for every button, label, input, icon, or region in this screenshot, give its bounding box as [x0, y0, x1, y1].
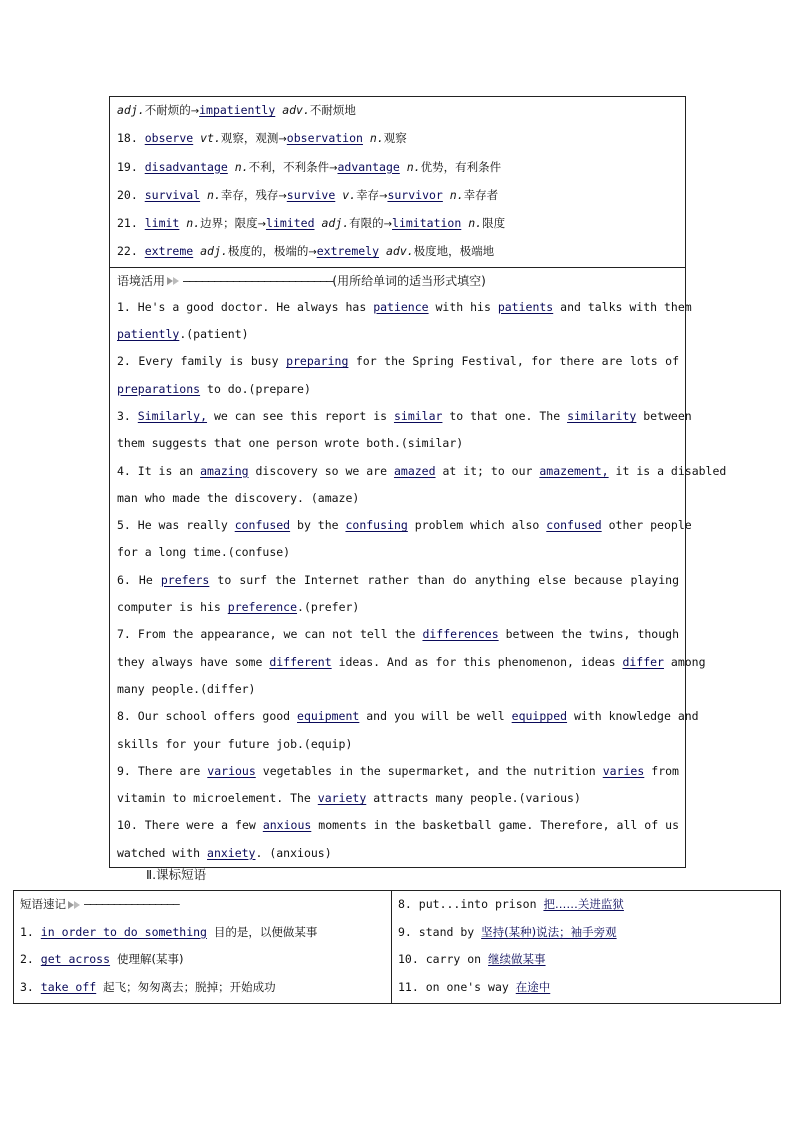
arrow-icon: →	[383, 219, 393, 231]
answer-blank: differences	[422, 627, 499, 642]
answer-word: extreme	[144, 244, 194, 259]
meaning: 幸存	[356, 187, 380, 202]
exercise-line	[117, 321, 679, 348]
phrase-item	[20, 946, 385, 974]
exercise-text: 6. He	[117, 572, 161, 587]
exercise-line	[117, 348, 679, 375]
exercise-line	[117, 594, 679, 621]
arrow-icon: →	[278, 190, 287, 202]
exercise-text: problem which also	[407, 518, 547, 533]
phrase: in order to do something	[40, 924, 207, 939]
arrow-icon: →	[190, 106, 200, 117]
phrase: get across	[40, 952, 111, 966]
meaning: 幸存者	[463, 187, 499, 202]
exercise-text: .(patient)	[179, 327, 249, 342]
exercise-text: 2. Every family is busy	[117, 354, 287, 369]
exercise-line	[117, 458, 727, 485]
exercise-text: they always have some	[117, 654, 270, 669]
exercise-text: .(prefer)	[297, 600, 360, 615]
exercise-line	[117, 567, 679, 594]
exercise-text: we can see this report is	[207, 408, 394, 423]
exercise-line	[117, 512, 692, 539]
meaning: 边界；限度	[200, 216, 258, 231]
answer-blank: variety	[317, 791, 367, 806]
item-number: 8.	[398, 897, 412, 911]
exercise-line	[117, 539, 679, 566]
exercise-line	[117, 812, 679, 839]
exercise-line	[117, 703, 699, 730]
exercise-text: 5. He was really	[117, 518, 235, 533]
exercise-text: from	[644, 763, 679, 778]
part-of-speech: n.	[468, 216, 483, 231]
phrase-item	[398, 974, 774, 1002]
answer-blank: preference	[227, 600, 298, 615]
exercise-text: to that one. The	[442, 408, 568, 423]
phrases-title: 短语速记	[20, 897, 66, 911]
answer-blank: amazed	[393, 463, 436, 478]
answer-blank: preparing	[286, 354, 349, 369]
phrase-item	[398, 891, 774, 919]
arrow-icon: →	[308, 247, 317, 259]
answer-blank: similarity	[567, 408, 637, 423]
part-of-speech: v.	[342, 187, 357, 202]
phrase-item	[20, 974, 385, 1002]
item-number: 21.	[117, 216, 138, 231]
exercise-text: and you will be well	[359, 709, 512, 724]
part-of-speech: adj.	[200, 244, 228, 259]
phrases-left-list	[20, 919, 385, 1002]
exercise-text: to surf the Internet rather than do anything else because playing	[209, 572, 679, 587]
exercise-text: with knowledge and	[567, 709, 699, 724]
phrases-table	[13, 890, 781, 1004]
answer-word: survive	[286, 187, 336, 202]
answer-blank: anxious	[262, 818, 312, 833]
item-number: 9.	[398, 924, 412, 939]
phrases-dashes: ————————————————	[84, 897, 179, 911]
exercise-text: 3.	[117, 408, 138, 423]
exercise-text: vegetables in the supermarket, and the nutrition	[255, 763, 603, 778]
exercise-text: for the Spring Festival, for there are lots of	[348, 354, 679, 369]
answer-word: survival	[144, 187, 201, 202]
answer-blank: equipment	[297, 709, 360, 724]
answer-blank: patience	[373, 299, 429, 314]
meaning: 有限的	[349, 216, 384, 231]
answer-blank: similar	[393, 408, 443, 423]
exercise-text: at it; to our	[435, 463, 540, 478]
meaning: 限度	[482, 216, 506, 231]
word-family-list	[110, 97, 685, 267]
vocab-row	[117, 125, 679, 153]
item-number: 19.	[117, 159, 138, 174]
exercise-text: skills for your future job.(equip)	[117, 736, 353, 751]
part-of-speech: n.	[186, 216, 201, 231]
phrase: take off	[40, 979, 97, 994]
arrow-icon: →	[379, 190, 388, 202]
exercise-text: computer is his	[117, 600, 228, 615]
item-number: 11.	[398, 979, 419, 994]
answer-blank: confused	[546, 518, 602, 533]
exercise-text: moments in the basketball game. Therefore, all of us	[311, 818, 680, 833]
answer-blank: preparations	[117, 381, 201, 396]
exercise-line	[117, 676, 679, 703]
phrase-item	[398, 919, 774, 947]
exercise-line	[117, 403, 692, 430]
exercise-line	[117, 376, 679, 403]
exercise-text: vitamin to microelement. The	[117, 791, 318, 806]
answer-word: disadvantage	[144, 159, 228, 174]
part-of-speech: adv.	[282, 103, 310, 117]
item-number: 22.	[117, 244, 138, 259]
item-number: 1.	[20, 924, 34, 939]
exercise-line	[117, 785, 679, 812]
phrase: stand by	[418, 924, 475, 939]
exercise-text: and talks with them	[553, 299, 692, 314]
exercise-list	[117, 294, 727, 867]
vocab-row	[117, 182, 679, 210]
part-of-speech: adj.	[117, 103, 145, 117]
vocab-row	[117, 97, 679, 125]
practice-instruction: (用所给单词的适当形式填空)	[332, 273, 486, 288]
answer-blank: patients	[497, 299, 554, 314]
exercise-text: them suggests that one person wrote both.(similar)	[117, 436, 464, 451]
exercise-text: to do.(prepare)	[200, 381, 311, 396]
answer-blank: amazement,	[539, 463, 609, 478]
phrases-left-column	[14, 891, 392, 1003]
phrase-meaning: 继续做某事	[488, 952, 546, 966]
answer-word: limit	[144, 216, 180, 231]
practice-title: 语境活用	[117, 273, 166, 288]
part-of-speech: n.	[369, 131, 384, 146]
exercise-text: 9. There are	[117, 763, 208, 778]
item-number: 18.	[117, 131, 138, 146]
arrow-icon: →	[278, 134, 287, 146]
meaning: 观察	[383, 131, 407, 146]
exercise-text: between the twins, though	[498, 627, 679, 642]
phrase-meaning: 起飞；匆匆离去；脱掉；开始成功	[103, 979, 276, 994]
exercise-text: watched with	[117, 845, 208, 860]
answer-blank: anxiety	[207, 845, 256, 860]
answer-word: extremely	[316, 244, 380, 259]
part-of-speech: n.	[449, 187, 464, 202]
arrow-icon: →	[329, 162, 338, 174]
answer-word: observe	[144, 131, 194, 146]
phrase-meaning: 在途中	[515, 979, 551, 994]
exercise-text: discovery so we are	[248, 463, 394, 478]
item-number: 2.	[20, 952, 34, 966]
exercise-text: attracts many people.(various)	[366, 791, 581, 806]
answer-blank: different	[269, 654, 332, 669]
exercise-text: 4. It is an	[117, 463, 201, 478]
meaning: 优势，有利条件	[420, 159, 502, 174]
exercise-line	[117, 731, 679, 758]
part-of-speech: n.	[234, 159, 249, 174]
phrase-meaning: 使理解(某事)	[116, 952, 184, 966]
exercise-text: for a long time.(confuse)	[117, 545, 291, 560]
meaning: 极度的，极端的	[227, 244, 309, 259]
exercise-text: ideas. And as for this phenomenon, ideas	[331, 654, 623, 669]
exercise-line	[117, 430, 679, 457]
part-of-speech: vt.	[200, 131, 221, 146]
meaning: 极度地，极端地	[413, 244, 495, 259]
arrow-icon: →	[257, 219, 267, 231]
answer-blank: various	[207, 763, 256, 778]
part-of-speech: n.	[207, 187, 221, 202]
context-practice-section	[110, 267, 727, 867]
exercise-text: many people.(differ)	[117, 681, 256, 696]
answer-blank: equipped	[511, 709, 568, 724]
answer-word: impatiently	[199, 103, 276, 117]
exercise-text: 7. From the appearance, we can not tell the	[117, 627, 423, 642]
answer-blank: varies	[602, 763, 645, 778]
answer-blank: prefers	[160, 572, 210, 587]
phrase: on one's way	[425, 979, 509, 994]
vocab-row	[117, 154, 679, 182]
exercise-text: by the	[290, 518, 346, 533]
vocab-row	[117, 238, 679, 266]
answer-word: observation	[286, 131, 363, 146]
part-of-speech: adv.	[385, 244, 414, 259]
answer-blank: differ	[622, 654, 664, 669]
exercise-text: it is a disabled	[608, 463, 727, 478]
answer-blank: confusing	[345, 518, 408, 533]
exercise-text: between	[636, 408, 692, 423]
phrase-meaning: 坚持(某种)说法；袖手旁观	[481, 924, 617, 939]
meaning: 不耐烦地	[309, 103, 356, 117]
answer-blank: amazing	[200, 463, 249, 478]
answer-word: limited	[266, 216, 315, 231]
exercise-line	[117, 485, 679, 512]
answer-word: advantage	[337, 159, 400, 174]
answer-blank: confused	[234, 518, 291, 533]
exercise-line	[117, 294, 692, 321]
answer-blank: Similarly,	[137, 408, 208, 423]
phrase-item	[20, 919, 385, 947]
double-arrow-icon	[166, 276, 182, 286]
phrase-meaning: 把……关进监狱	[543, 897, 624, 911]
part-of-speech: n.	[406, 159, 421, 174]
answer-word: survivor	[387, 187, 443, 202]
section-heading: Ⅱ.课标短语	[146, 867, 207, 882]
part-of-speech: adj.	[321, 216, 350, 231]
answer-word: limitation	[392, 216, 462, 231]
exercise-text: . (anxious)	[255, 845, 332, 860]
meaning: 幸存，残存	[220, 187, 279, 202]
exercise-line	[117, 621, 679, 648]
exercise-text: with his	[428, 299, 498, 314]
exercise-line	[117, 840, 679, 867]
meaning: 观察，观测	[220, 131, 279, 146]
item-number: 10.	[398, 952, 419, 966]
exercise-text: other people	[601, 518, 692, 533]
phrases-right-column	[392, 891, 780, 1003]
exercise-text: 10. There were a few	[117, 818, 263, 833]
vocab-row	[117, 210, 679, 238]
phrase: carry on	[425, 952, 482, 966]
phrase: put...into prison	[418, 897, 537, 911]
exercise-text: man who made the discovery. (amaze)	[117, 490, 360, 505]
phrases-header	[20, 891, 385, 919]
phrase-item	[398, 946, 774, 974]
exercise-line	[117, 758, 679, 785]
item-number: 20.	[117, 187, 138, 202]
vocabulary-table	[109, 96, 727, 868]
phrase-meaning: 目的是，以便做某事	[213, 924, 318, 939]
practice-header	[117, 268, 679, 294]
double-arrow-icon	[67, 900, 83, 910]
exercise-text: among	[663, 654, 706, 669]
meaning: 不利，不利条件	[248, 159, 330, 174]
practice-dashes: ————————————————————————	[183, 273, 333, 288]
exercise-text: 8. Our school offers good	[117, 709, 298, 724]
meaning: 不耐烦的	[144, 103, 191, 117]
exercise-text: 1. He's a good doctor. He always has	[117, 299, 374, 314]
answer-blank: patiently	[117, 327, 180, 342]
item-number: 3.	[20, 979, 34, 994]
exercise-line	[117, 649, 706, 676]
